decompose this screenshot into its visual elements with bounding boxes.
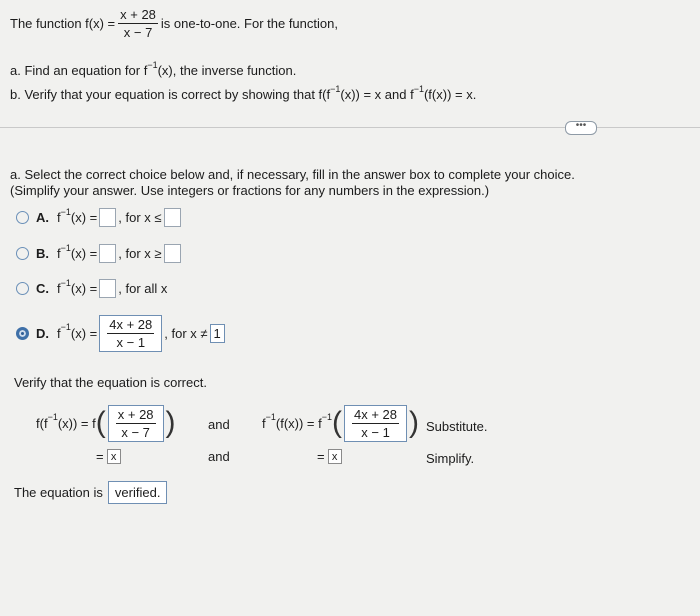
question-line-1: a. Select the correct choice below and, if necessary, fill in the answer box to complete your choice. [10, 167, 575, 182]
more-button[interactable]: ••• [565, 121, 597, 135]
part-b-text-mid: (x)) = x and f [340, 87, 414, 102]
inverse-f: f [57, 210, 61, 225]
option-c-radio[interactable] [16, 282, 29, 295]
superscript: −1 [47, 412, 58, 422]
right-simplify-box[interactable]: x [328, 449, 342, 464]
right-expr-pre: f [262, 415, 266, 431]
option-d-denominator: x − 1 [116, 334, 146, 350]
part-b-text: b. Verify that your equation is correct by showing that f(f [10, 87, 331, 102]
intro-text: The function f(x) = [10, 15, 116, 31]
option-d-answer-box[interactable] [99, 315, 162, 352]
equation-result-dropdown[interactable]: verified. [108, 481, 168, 504]
option-c-answer-box[interactable] [99, 279, 116, 298]
option-a-letter: A. [36, 210, 49, 225]
open-paren: ( [332, 406, 343, 439]
equation-status [14, 481, 169, 504]
right-numerator: 4x + 28 [354, 406, 398, 422]
left-simplify-box[interactable]: x [107, 449, 121, 464]
option-c-condition: , for all x [118, 281, 168, 296]
option-a-condition-box[interactable] [164, 208, 181, 227]
inverse-f: f [57, 281, 61, 296]
and-label-2: and [208, 449, 230, 464]
function-numerator: x + 28 [120, 6, 156, 22]
left-denominator: x − 7 [121, 424, 150, 440]
intro-tail: is one-to-one. For the function, [160, 15, 338, 31]
left-substitute-box[interactable] [108, 405, 164, 442]
option-b-answer-box[interactable] [99, 244, 116, 263]
left-simplify-row [96, 449, 121, 464]
right-denominator: x − 1 [361, 424, 390, 440]
right-expr-mid: (f(x)) = f [275, 415, 322, 431]
option-b-condition: , for x ≥ [118, 246, 162, 261]
part-a-text-tail: (x), the inverse function. [157, 63, 297, 78]
option-d-numerator: 4x + 28 [109, 316, 153, 332]
left-numerator: x + 28 [117, 406, 154, 422]
option-b-letter: B. [36, 246, 49, 261]
inverse-x-eq: (x) = [70, 281, 98, 296]
option-a-answer-box[interactable] [99, 208, 116, 227]
inverse-x-eq: (x) = [70, 210, 98, 225]
left-fraction [116, 408, 156, 439]
part-b-text-tail: (f(x)) = x. [423, 87, 477, 102]
inverse-f: f [57, 246, 61, 261]
superscript: −1 [60, 277, 71, 288]
option-b[interactable] [16, 244, 183, 263]
inverse-f: f [57, 325, 61, 341]
and-label-1: and [208, 417, 230, 432]
option-d-radio[interactable] [16, 327, 29, 340]
close-paren: ) [165, 406, 176, 439]
superscript: −1 [60, 322, 71, 332]
option-a-condition: , for x ≤ [118, 210, 162, 225]
option-b-condition-box[interactable] [164, 244, 181, 263]
left-expr-pre: f(f [36, 415, 48, 431]
option-b-radio[interactable] [16, 247, 29, 260]
option-d-condition-box[interactable]: 1 [210, 324, 225, 343]
part-a-instruction [10, 59, 297, 78]
equals-sign: = [317, 449, 325, 464]
superscript: −1 [147, 59, 158, 70]
option-d[interactable] [16, 313, 227, 353]
equals-sign: = [96, 449, 104, 464]
superscript: −1 [321, 412, 333, 422]
verify-right-expression [262, 400, 419, 446]
superscript: −1 [265, 412, 276, 422]
option-d-letter: D. [36, 325, 49, 341]
superscript: −1 [60, 206, 71, 217]
option-d-condition: , for x ≠ [164, 325, 208, 341]
inverse-x-eq: (x) = [70, 246, 98, 261]
substitute-label: Substitute. [426, 419, 488, 434]
right-fraction [352, 408, 399, 439]
right-substitute-box[interactable] [344, 405, 407, 442]
question-line-2: (Simplify your answer. Use integers or fractions for any numbers in the expression.) [10, 183, 490, 198]
inverse-x-eq: (x) = [70, 325, 98, 341]
option-d-fraction [107, 318, 154, 349]
option-c[interactable] [16, 279, 167, 298]
simplify-label: Simplify. [426, 451, 475, 466]
part-b-instruction [10, 83, 477, 102]
part-a-text: a. Find an equation for f [10, 63, 148, 78]
problem-statement [10, 5, 338, 41]
close-paren: ) [409, 406, 420, 439]
verify-heading: Verify that the equation is correct. [14, 375, 207, 390]
function-fraction [118, 8, 158, 39]
superscript: −1 [413, 83, 424, 94]
option-a-radio[interactable] [16, 211, 29, 224]
verify-left-expression [36, 400, 176, 446]
right-simplify-row [317, 449, 342, 464]
superscript: −1 [330, 83, 341, 94]
open-paren: ( [95, 406, 106, 439]
left-expr-post: (x)) = f [57, 415, 96, 431]
option-c-letter: C. [36, 281, 49, 296]
option-a[interactable] [16, 208, 183, 227]
function-denominator: x − 7 [123, 24, 153, 40]
equation-is-label: The equation is [14, 485, 103, 500]
superscript: −1 [60, 242, 71, 253]
